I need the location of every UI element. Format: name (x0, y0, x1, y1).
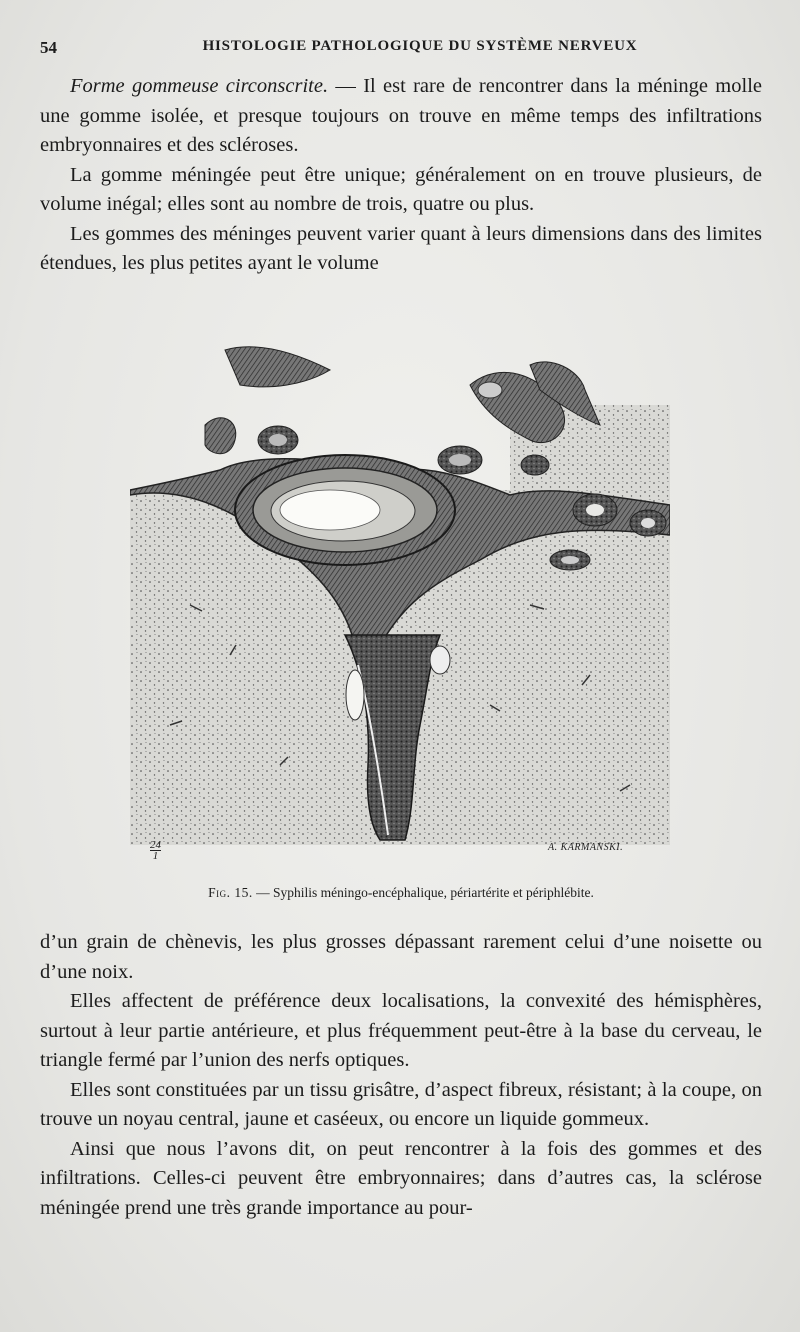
magnification-denominator: 1 (152, 850, 159, 862)
paragraph: Elles affectent de préférence deux localisations, la convexité des hémisphères, surtout à leur partie antérieure, et plus fréquemment peut-être à la base du cerveau, le triangle fermé par l’union des nerfs optiques. (40, 990, 762, 1071)
paragraph: Elles sont constituées par un tissu grisâtre, d’aspect fibreux, résistant; à la coupe, on trouve un noyau central, jaune et caséeux, ou encore un liquide gommeux. (40, 1078, 762, 1130)
caption-text: — Syphilis méningo-encéphalique, périartérite et périphlébite. (252, 885, 594, 900)
histology-drawing (130, 345, 670, 860)
paragraph: Les gommes des méninges peuvent varier quant à leurs dimensions dans des limites étendues, les plus petites ayant le volume (40, 222, 762, 274)
paragraph (40, 72, 762, 161)
magnification-label (150, 840, 161, 861)
paragraph: d’un grain de chènevis, les plus grosses dépassant rarement celui d’une noisette ou d’une noix. (40, 931, 762, 983)
magnification-numerator: 24 (150, 839, 161, 851)
histology-illustration (130, 345, 670, 860)
paragraph: La gomme méningée peut être unique; généralement on en trouve plusieurs, de volume inégal; elles sont au nombre de trois, quatre ou plus. (40, 163, 762, 215)
page-header (40, 30, 760, 56)
page-number: 54 (40, 38, 57, 57)
paragraph-text: — Il est rare de rencontrer dans la méninge molle une gomme isolée, et presque toujours on trouve en même temps des infiltrations embryonnaires et des scléroses. (40, 75, 762, 156)
paragraph: Ainsi que nous l’avons dit, on peut rencontrer à la fois des gommes et des infiltrations. Celles-ci peuvent être embryonnaires; dans d’autres cas, la sclérose méningée prend une très grande importance au pour- (40, 1137, 762, 1219)
engraver-signature: A. KARMANSKI. (548, 842, 624, 853)
section-heading: Forme gommeuse circonscrite. (70, 75, 329, 97)
running-title: HISTOLOGIE PATHOLOGIQUE DU SYSTÈME NERVEUX (202, 38, 638, 54)
text-block-top (40, 72, 762, 279)
figure-number: Fig. 15. (208, 885, 253, 900)
text-block-bottom (40, 928, 762, 1223)
figure-caption (40, 885, 762, 901)
